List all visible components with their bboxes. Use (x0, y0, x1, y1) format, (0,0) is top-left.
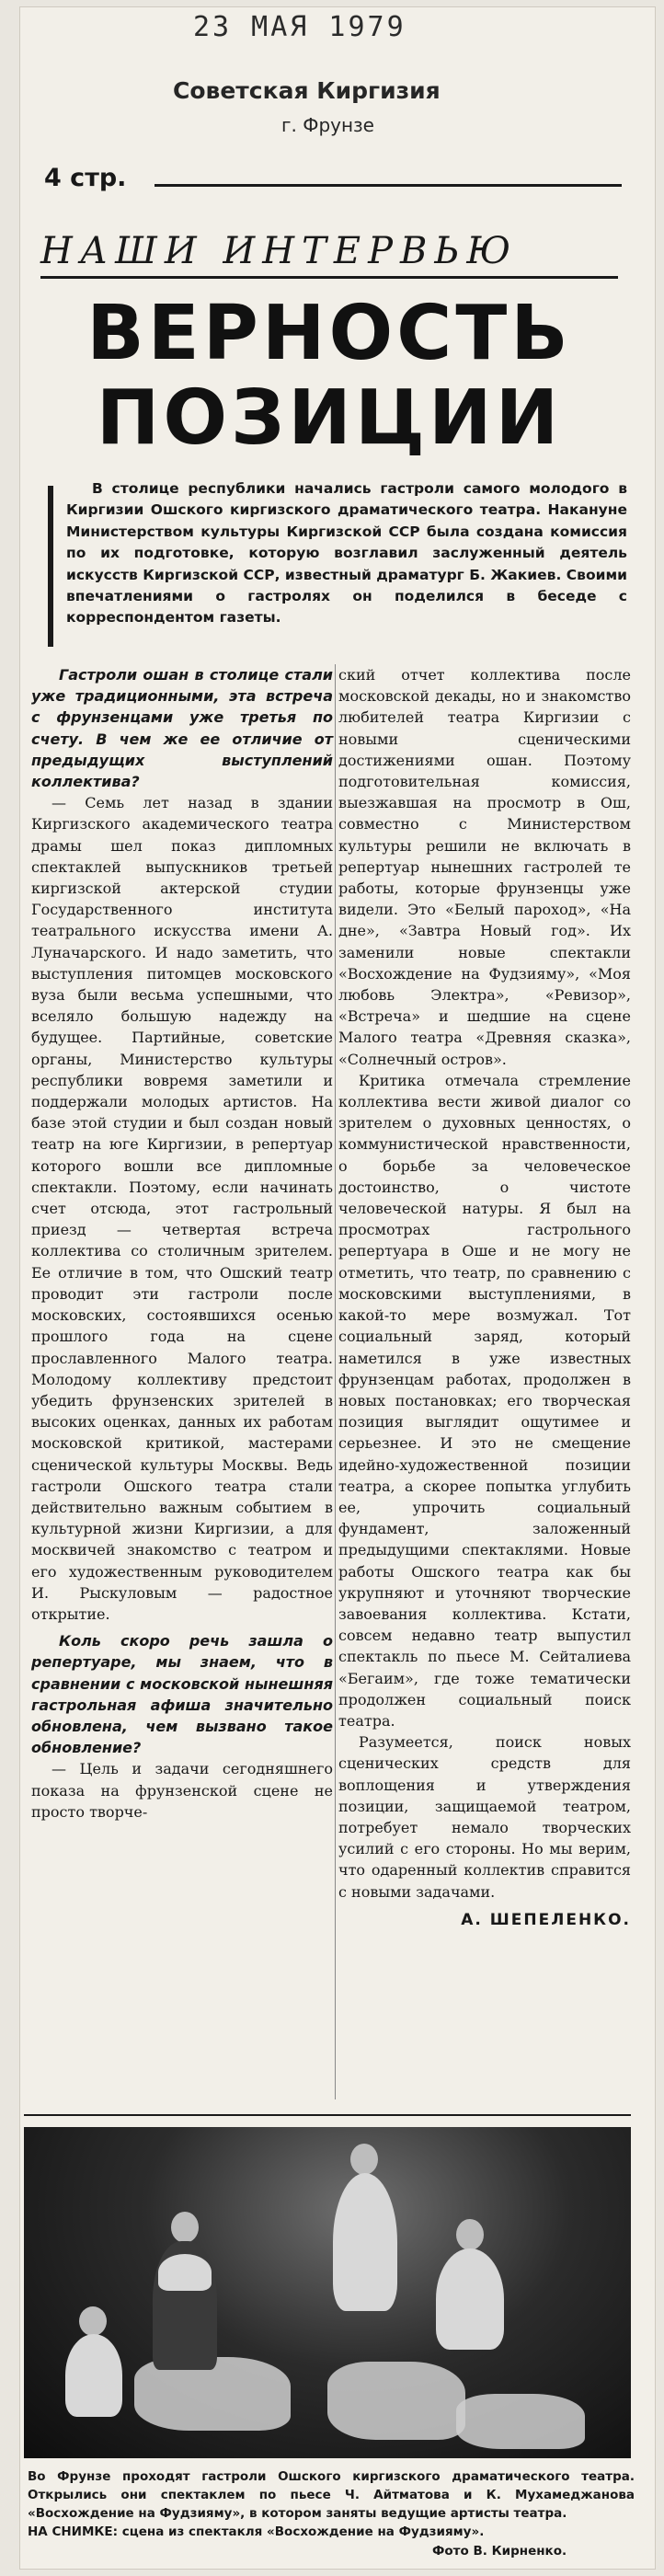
interview-question: Коль скоро речь зашла о репертуаре, мы знаем, что в сравнении с московской нынешняя гастрольная афиша значительно обновлена, чем вызвано такое обновление? (31, 1632, 333, 1757)
author-signature: А. ШЕПЕЛЕНКО. (461, 1910, 631, 1929)
city-stamp: г. Фрунзе (281, 114, 374, 136)
interview-answer: — Семь лет назад в здании Киргизского академического театра драмы шел показ дипломных спектаклей выпускников третьей киргизской актерской студии Государственного института театрального искусства имени А. Луначарского. И надо заметить, что выступления питомцев московского вуза были весьма успешными, что вселяло большую надежду на будущее. Партийные, советские органы, Министерство культуры республики вовремя заметили и поддержали молодых артистов. На базе этой студии и был создан новый театр на юге Киргизии, в репертуар которого вошли все дипломные спектакли. Поэтому, если начинать счет отсюда, этот гастрольный приезд — четвертая встреча коллектива со столичным зрителем. Ее отличие в том, что Ошский театр проводит эти гастроли после московских, состоявшихся осенью прошлого года на сцене прославленного Малого театра. Молодому коллективу предстоит убедить фрунзенских зрителей в высоких оценках, данных их работам московской критикой, мастерами сценической культуры Москвы. Ведь гастроли Ошского театра стали действительно важным событием в культурной жизни Киргизии, а для москвичей знакомство с театром и его художественным руководителем И. Рыскуловым — радостное открытие. (31, 794, 333, 1623)
photo-caption (28, 2467, 635, 2541)
page-number: 4 стр. (44, 164, 127, 192)
caption-text: Во Фрунзе проходят гастроли Ошского киргизского драматического театра. Открылись они спектаклем по пьесе Ч. Айтматова и К. Мухамеджанова «Восхождение на Фудзияму», в котором заняты ведущие артисты театра. (28, 2469, 635, 2521)
interview-answer: — Цель и задачи сегодняшнего показа на фрунзенской сцене не просто творче- (31, 1760, 333, 1821)
actor-figure (436, 2248, 504, 2350)
actor-collar (158, 2254, 212, 2291)
rubric-rule (40, 276, 618, 279)
interview-answer: Критика отмечала стремление коллектива вести живой диалог со зрителем о духовных ценностях, о коммунистической нравственности, о борьбе за человеческое достоинство, о чистоте человеческой натуры. Я был на просмотрах гастрольного репертуара в Оше и не могу не отметить, что театр, по сравнению с московскими выступлениями, в какой-то мере возмужал. Тот социальный заряд, который наметился в уже известных фрунзенцам работах, продолжен в новых постановках; его творческая позиция выглядит ощутимее и серьезнее. И это не смещение идейно-художественной позиции театра, а скорее попытка углубить ее, упрочить социальный фундамент, заложенный предыдущими спектаклями. Новые работы Ошского театра как бы укрупняют и уточняют творческие завоевания коллектива. Кстати, совсем недавно театр выпустил спектакль по пьесе М. Сейталиева «Бегаим», где тоже тематически продолжен социальный поиск театра. (338, 1071, 631, 1730)
actor-figure (65, 2334, 122, 2417)
actor-head (171, 2212, 199, 2243)
left-column (31, 664, 333, 1823)
headline-line-1: ВЕРНОСТЬ (86, 290, 572, 377)
actor-figure (333, 2173, 397, 2311)
stage-rock (456, 2394, 585, 2449)
stage-rock (327, 2362, 465, 2440)
actor-head (79, 2306, 107, 2336)
rubric-title: НАШИ ИНТЕРВЬЮ (40, 230, 519, 272)
stage-photo (24, 2127, 631, 2458)
photo-credit: Фото В. Кирненко. (432, 2544, 567, 2559)
photo-top-rule (24, 2114, 631, 2116)
right-column (338, 664, 631, 1931)
interview-answer: ский отчет коллектива после московской декады, но и знакомство любителей театра Киргизии с новыми сценическими достижениями ошан. Поэтому подготовительная комиссия, выезжавшая на просмотр в Ош, совместно с Министерством культуры решили не включать в репертуар нынешних гастролей те работы, которые фрунзенцы уже видели. Это «Белый пароход», «На дне», «Завтра Новый год». Их заменили новые спектакли «Восхождение на Фудзияму», «Моя любовь Электра», «Ревизор», «Встреча» и шедшие на сцене Малого театра «Древняя сказка», «Солнечный остров». (338, 666, 631, 1068)
actor-head (456, 2219, 484, 2250)
interview-question: Гастроли ошан в столице стали уже традиционными, эта встреча с фрунзенцами уже третья по счету. В чем же ее отличие от предыдущих выступлений коллектива? (31, 666, 333, 791)
date-stamp: 23 МАЯ 1979 (193, 11, 406, 43)
newspaper-name-stamp: Советская Киргизия (173, 77, 441, 104)
top-rule (155, 184, 622, 187)
lead-paragraph: В столице республики начались гастроли самого молодого в Киргизии Ошского киргизского драматического театра. Накануне Министерством культуры Киргизской ССР была создана комиссия по их подготовке, которую возглавил заслуженный деятель искусств Киргизской ССР, известный драматург Б. Жакиев. Своими впечатлениями о гастролях он поделился в беседе с корреспондентом газеты. (66, 480, 627, 627)
caption-photo-label: НА СНИМКЕ: сцена из спектакля «Восхождение на Фудзияму». (28, 2524, 485, 2539)
interview-answer: Разумеется, поиск новых сценических средств для воплощения и утверждения позиции, защищаемой театром, потребует немало творческих усилий с его стороны. Но мы верим, что одаренный коллектив справится с новыми задачами. (338, 1733, 631, 1901)
actor-head (350, 2144, 378, 2175)
headline-line-2: ПОЗИЦИИ (96, 374, 563, 462)
column-divider (335, 664, 336, 2099)
lead-marker-bar (48, 486, 53, 647)
